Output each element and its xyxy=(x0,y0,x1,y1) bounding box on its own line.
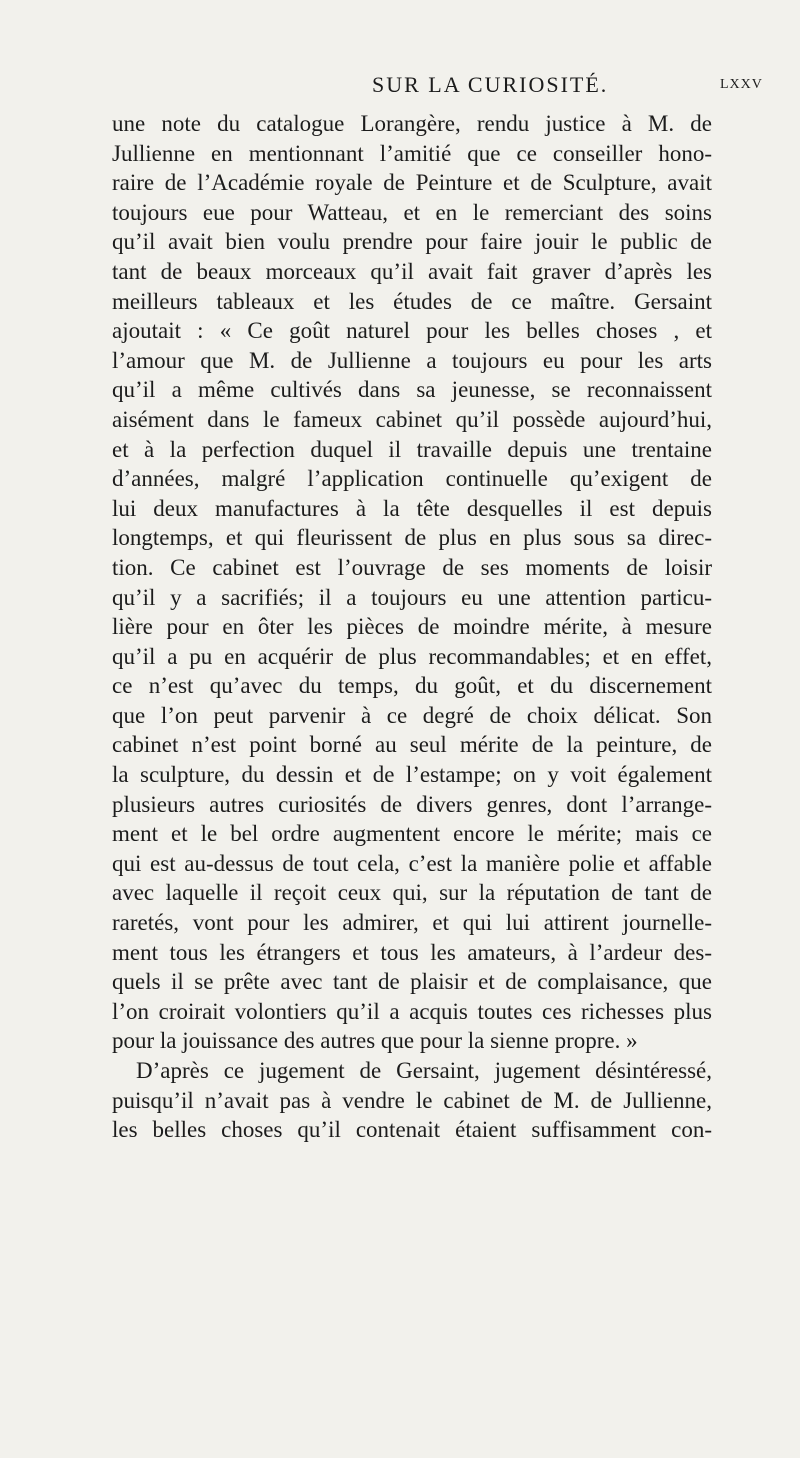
text-line: aisément dans le fameux cabinet qu’il possède aujourd’hui, xyxy=(112,406,712,432)
text-line: plusieurs autres curiosités de divers genres, dont l’arrange- xyxy=(112,791,712,817)
page-number: LXXV xyxy=(720,77,763,92)
text-line: qu’il y a sacrifiés; il a toujours eu une attention particu- xyxy=(112,584,712,610)
text-line: ment tous les étrangers et tous les amateurs, à l’ardeur des- xyxy=(112,939,712,965)
text-line: l’on croirait volontiers qu’il a acquis toutes ces richesses plus xyxy=(112,998,712,1024)
text-line: une note du catalogue Lorangère, rendu justice à M. de xyxy=(112,111,712,136)
text-line: raretés, vont pour les admirer, et qui lui attirent journelle- xyxy=(112,910,712,936)
text-line: D’après ce jugement de Gersaint, jugement désintéressé, xyxy=(136,1058,712,1083)
text-line: quels il se prête avec tant de plaisir et de complaisance, que xyxy=(112,969,712,995)
text-line: qui est au-dessus de tout cela, c’est la manière polie et affable xyxy=(112,850,712,876)
text-line: ajoutait : « Ce goût naturel pour les belles choses , et xyxy=(112,318,712,344)
text-line: lière pour en ôter les pièces de moindre mérite, à mesure xyxy=(112,614,712,640)
text-line: raire de l’Académie royale de Peinture et de Sculpture, avait xyxy=(112,170,712,196)
text-line: l’amour que M. de Jullienne a toujours eu pour les arts xyxy=(112,347,712,373)
text-line: tant de beaux morceaux qu’il avait fait graver d’après les xyxy=(112,258,712,284)
text-line: meilleurs tableaux et les études de ce maître. Gersaint xyxy=(112,288,712,314)
body-text xyxy=(112,109,712,1145)
text-line: que l’on peut parvenir à ce degré de choix délicat. Son xyxy=(112,702,712,728)
text-line: qu’il a pu en acquérir de plus recommandables; et en effet, xyxy=(112,643,712,669)
text-line: cabinet n’est point borné au seul mérite de la peinture, de xyxy=(112,732,712,758)
text-line: qu’il a même cultivés dans sa jeunesse, se reconnaissent xyxy=(112,377,712,403)
page-header xyxy=(0,70,800,100)
text-line: tion. Ce cabinet est l’ouvrage de ses moments de loisir xyxy=(112,554,712,580)
text-line: ment et le bel ordre augmentent encore le mérite; mais ce xyxy=(112,821,712,847)
text-line: la sculpture, du dessin et de l’estampe; on y voit également xyxy=(112,762,712,788)
text-line: avec laquelle il reçoit ceux qui, sur la réputation de tant de xyxy=(112,880,712,906)
text-line: qu’il avait bien voulu prendre pour faire jouir le public de xyxy=(112,229,712,255)
text-line: pour la jouissance des autres que pour la sienne propre. » xyxy=(112,1028,638,1054)
text-line: les belles choses qu’il contenait étaient suffisamment con- xyxy=(112,1117,712,1143)
text-line: longtemps, et qui fleurissent de plus en plus sous sa direc- xyxy=(112,525,712,551)
text-line: ce n’est qu’avec du temps, du goût, et du discernement xyxy=(112,673,712,699)
running-title: SUR LA CURIOSITÉ. xyxy=(372,72,609,97)
text-line: toujours eue pour Watteau, et en le remerciant des soins xyxy=(112,199,712,225)
text-line: puisqu’il n’avait pas à vendre le cabinet de M. de Jullienne, xyxy=(112,1087,712,1113)
text-line: lui deux manufactures à la tête desquelles il est depuis xyxy=(112,495,712,521)
text-line: Jullienne en mentionnant l’amitié que ce conseiller hono- xyxy=(112,140,712,166)
text-line: d’années, malgré l’application continuelle qu’exigent de xyxy=(112,466,712,492)
text-line: et à la perfection duquel il travaille depuis une trentaine xyxy=(112,436,712,462)
